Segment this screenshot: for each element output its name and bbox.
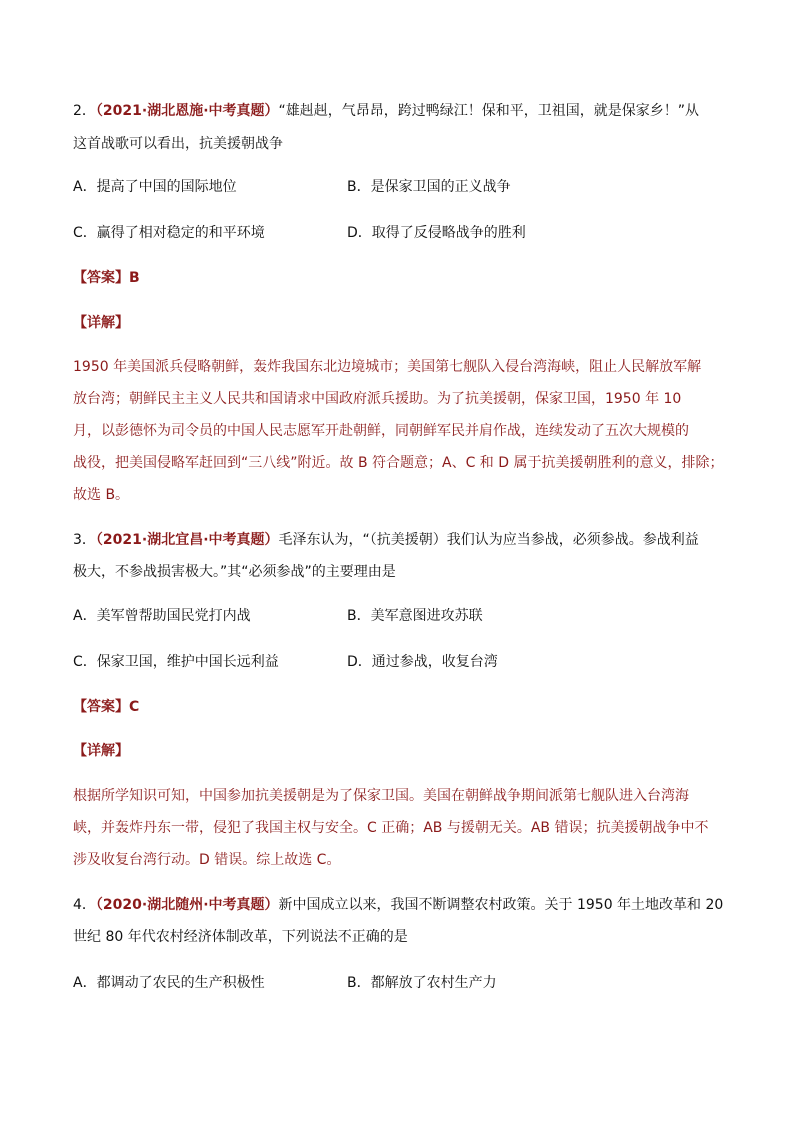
question-3-answer [73, 697, 733, 717]
question-2-detail-label [73, 313, 733, 333]
question-number: 4． [73, 897, 96, 913]
question-2-explanation-line-4: 战役，把美国侵略军赶回到“三八线”附近。故 B 符合题意；A、C 和 D 属于抗美援朝胜利的意义，排除； [73, 455, 724, 471]
question-4-stem-line-2: 世纪 80 年代农村经济体制改革，下列说法不正确的是 [73, 929, 408, 945]
question-2-option-a: A．提高了中国的国际地位 [73, 179, 237, 195]
answer-value: B [129, 270, 140, 286]
question-3-stem-line-2: 极大，不参战损害极大。”其“必须参战”的主要理由是 [73, 564, 396, 580]
question-3-option-b: B．美军意图进攻苏联 [347, 608, 483, 624]
question-3-explanation-line-2: 峡，并轰炸丹东一带，侵犯了我国主权与安全。C 正确；AB 与援朝无关。AB 错误；抗美援朝战争中不 [73, 820, 709, 836]
question-2-explanation-line-3: 月，以彭德怀为司令员的中国人民志愿军开赴朝鲜，同朝鲜军民并肩作战，连续发动了五次大规模的 [73, 423, 689, 439]
question-number: 3． [73, 532, 96, 548]
question-2-option-d: D．取得了反侵略战争的胜利 [347, 225, 526, 241]
question-3-explanation-line-3: 涉及收复台湾行动。D 错误。综上故选 C。 [73, 852, 341, 868]
detail-label: 【详解】 [73, 743, 129, 759]
question-2-option-b: B．是保家卫国的正义战争 [347, 179, 511, 195]
answer-value: C [129, 699, 140, 715]
answer-label: 【答案】 [73, 270, 129, 286]
question-3-stem-line-1 [73, 530, 733, 550]
question-4-option-a: A．都调动了农民的生产积极性 [73, 975, 265, 991]
question-4-stem-line-1 [73, 895, 733, 915]
question-2-stem-line-1 [73, 101, 733, 121]
question-text: “雄赳赳，气昂昂，跨过鸭绿江！保和平，卫祖国，就是保家乡！”从 [278, 103, 700, 119]
question-2-stem-line-2: 这首战歌可以看出，抗美援朝战争 [73, 136, 283, 152]
question-3-option-c: C．保家卫国，维护中国长远利益 [73, 654, 279, 670]
question-2-explanation-line-1: 1950 年美国派兵侵略朝鲜，轰炸我国东北边境城市；美国第七舰队入侵台湾海峡，阻止人民解放军解 [73, 359, 702, 375]
question-3-explanation-line-1: 根据所学知识可知，中国参加抗美援朝是为了保家卫国。美国在朝鲜战争期间派第七舰队进入台湾海 [73, 788, 689, 804]
question-source: （2021·湖北恩施·中考真题） [95, 103, 279, 119]
answer-label: 【答案】 [73, 699, 129, 715]
question-4-option-b: B．都解放了农村生产力 [347, 975, 497, 991]
question-2-answer [73, 268, 733, 288]
question-3-option-d: D．通过参战，收复台湾 [347, 654, 498, 670]
question-2-explanation-line-5: 故选 B。 [73, 487, 130, 503]
question-2-explanation-line-2: 放台湾；朝鲜民主主义人民共和国请求中国政府派兵援助。为了抗美援朝，保家卫国，1950 年 10 [73, 391, 682, 407]
question-source: （2021·湖北宜昌·中考真题） [95, 532, 279, 548]
question-number: 2． [73, 103, 96, 119]
question-source: （2020·湖北随州·中考真题） [95, 897, 279, 913]
detail-label: 【详解】 [73, 315, 129, 331]
question-3-option-a: A．美军曾帮助国民党打内战 [73, 608, 251, 624]
question-3-detail-label [73, 741, 733, 761]
question-2-option-c: C．赢得了相对稳定的和平环境 [73, 225, 265, 241]
question-text: 毛泽东认为，“（抗美援朝）我们认为应当参战，必须参战。参战利益 [278, 532, 699, 548]
question-text: 新中国成立以来，我国不断调整农村政策。关于 1950 年土地改革和 20 [278, 897, 724, 913]
